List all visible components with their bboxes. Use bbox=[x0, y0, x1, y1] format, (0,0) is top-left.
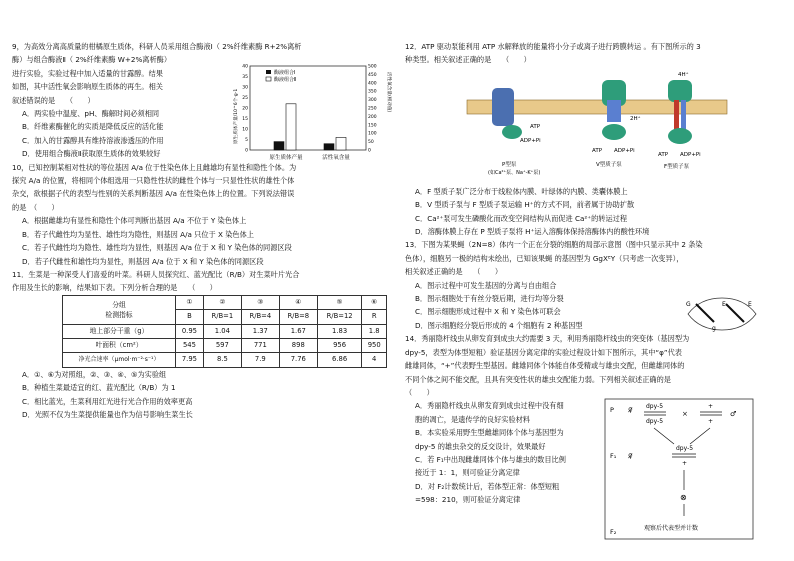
table-group: R bbox=[362, 310, 387, 324]
y-tick-left: 5 bbox=[245, 138, 248, 143]
q9-line: 进行实验，实验过程中加入适量的甘露醇。结果 bbox=[12, 68, 163, 78]
q9-option-a: A．两实验中温度、pH、酶解时间必须相同 bbox=[22, 109, 160, 119]
q14-option-a-cont: 胞的凋亡，是遗传学的良好实验材料 bbox=[415, 414, 531, 424]
table-num: ④ bbox=[279, 295, 317, 309]
question-10 bbox=[12, 161, 392, 268]
q13-cell-figure bbox=[682, 294, 762, 334]
male-genotype-top: + bbox=[708, 403, 714, 410]
q10-line: 杂交，欲根据子代的表型与性别的关系判断基因 A/a 在性染色体上的位置。下列说法错误 bbox=[12, 189, 295, 199]
table-num: ② bbox=[203, 295, 241, 309]
f1-genotype-top: dpy-5 bbox=[676, 445, 694, 452]
f-pump-label: F型质子泵 bbox=[664, 164, 690, 170]
male-genotype-bottom: + bbox=[708, 418, 714, 425]
q10-option-b: B．若子代雌性均为显性、雄性均为隐性，则基因 A/a 只位于 X 染色体上 bbox=[22, 229, 254, 239]
y-tick-right: 200 bbox=[368, 114, 377, 120]
p-atp-label: ATP bbox=[530, 124, 541, 130]
male-icon: ♂ bbox=[730, 410, 737, 418]
legend-label-1: 酶液组合Ⅰ bbox=[274, 70, 296, 76]
q9-option-b: B．纤维素酶催化的实质是降低反应的活化能 bbox=[22, 122, 164, 132]
y-tick-right: 50 bbox=[368, 140, 374, 146]
table-num: ③ bbox=[241, 295, 279, 309]
q14-line: 14．秀丽隐杆线虫从卵发育到成虫大约需要 3 天，利用秀丽隐杆线虫的突变体（基因型为 bbox=[405, 334, 690, 344]
p-pump-label: P型泵 bbox=[502, 162, 517, 168]
hermaphrodite-icon: ♀̸ bbox=[628, 452, 633, 460]
v-pump-label: V型质子泵 bbox=[596, 162, 622, 168]
q13-line: 13．下图为某果蝇（2N=8）体内一个正在分裂的细胞的局部示意图（图中只显示其中 2 条染 bbox=[405, 240, 703, 250]
y-axis-label-left: 原生质体产量/10^6个·g-1 bbox=[234, 88, 239, 144]
f2-label: F₂ bbox=[610, 528, 617, 536]
q9-line: 如图，其中活性氧会影响原生质体的再生。相关 bbox=[12, 82, 163, 92]
x-category-label: 活性氧含量 bbox=[322, 155, 350, 161]
y-tick-left: 25 bbox=[242, 96, 248, 101]
f1-genotype-bottom: + bbox=[682, 460, 688, 467]
table-row: 净光合速率（μmol·m⁻²·s⁻¹） 7.95 8.5 7.9 7.76 6.86 4 bbox=[63, 353, 387, 367]
table-group: B bbox=[176, 310, 204, 324]
q9-option-c: C．加入的甘露醇具有维持溶液渗透压的作用 bbox=[22, 135, 164, 145]
q9-line: 9，为高效分离高质量的柑橘原生质体，科研人员采用组合酶液Ⅰ（ 2%纤维素酶 R+2%离析 bbox=[12, 42, 302, 51]
q13-option-c: C．图示细胞形成过程中 X 和 Y 染色体可联会 bbox=[415, 307, 561, 317]
v-adp-label: ADP+Pi bbox=[614, 148, 635, 154]
q10-line: 探究 A/a 的位置，将相同个体组选用一只隐性性状的雌性个体与一只显性性状的雄性个体 bbox=[12, 176, 295, 186]
y-tick-right: 250 bbox=[368, 106, 377, 112]
gene-label: E bbox=[748, 301, 752, 308]
y-tick-right: 450 bbox=[368, 72, 377, 78]
q14-option-d-cont: =598：210，则可验证分离定律 bbox=[415, 495, 521, 505]
y-tick-right: 150 bbox=[368, 123, 377, 129]
table-num: ⑤ bbox=[317, 295, 362, 309]
table-header-cell: 分组 检测指标 bbox=[63, 295, 176, 324]
y-tick-right: 100 bbox=[368, 131, 377, 137]
selfing-icon: ⊗ bbox=[680, 493, 687, 502]
q12-option-a: A．F 型质子泵广泛分布于线粒体内膜、叶绿体的内膜、类囊体膜上 bbox=[415, 186, 628, 196]
q9-bar-chart bbox=[232, 64, 392, 164]
legend-swatch-1 bbox=[266, 70, 271, 74]
y-tick-left: 35 bbox=[242, 75, 248, 80]
q13-option-d: D．图示细胞经分裂后形成的 4 个细胞有 2 种基因型 bbox=[415, 320, 583, 330]
x-category-label: 原生质体产量 bbox=[269, 155, 303, 161]
table-group: R/B=1 bbox=[203, 310, 241, 324]
q13-option-a: A．图示过程中可发生基因的分离与自由组合 bbox=[415, 280, 557, 290]
q14-line: 雌雄同体，“+”代表野生型基因。雌雄同体个体能自体受精或与雄虫交配，但雌雄同体的 bbox=[405, 361, 685, 371]
f2-description: 观察后代表型并计数 bbox=[644, 525, 699, 532]
q11-line: 11．生菜是一种深受人们喜爱的叶菜。科研人员探究红、蓝光配比（R/B）对生菜叶片光合 bbox=[12, 269, 300, 279]
table-row: 地上部分干重（g） 0.95 1.04 1.37 1.67 1.83 1.8 bbox=[63, 324, 387, 338]
q10-line: 的是 （ ） bbox=[12, 202, 59, 212]
q10-line: 10，已知控制某相对性状的等位基因 A/a 位于性染色体上且雌雄均有显性和隐性个体。为 bbox=[12, 162, 297, 172]
q9-line: 酶）与组合酶液Ⅱ（ 2%纤维素酶 W+2%离析酶） bbox=[12, 55, 172, 65]
q13-line: 相关叙述正确的是 （ ） bbox=[405, 267, 503, 277]
f1-label: F₁ bbox=[610, 452, 617, 460]
bar-1 bbox=[274, 142, 284, 150]
y-tick-left: 0 bbox=[245, 148, 248, 154]
p-genotype-top: dpy-5 bbox=[646, 403, 664, 410]
chromosome-1 bbox=[696, 304, 714, 322]
p-label: P bbox=[610, 406, 614, 414]
legend-swatch-2 bbox=[266, 77, 271, 81]
q9-option-d: D．使用组合酶液Ⅱ获取原生质体的效果较好 bbox=[22, 149, 161, 159]
q14-option-b: B．本实验采用野生型雌雄同体个体与基因型为 bbox=[415, 428, 564, 438]
y-tick-left: 20 bbox=[242, 106, 248, 112]
q10-option-a: A．根据雌雄均有显性和隐性个体可判断出基因 A/a 不位于 Y 染色体上 bbox=[22, 216, 247, 226]
q10-option-c: C．若子代雌性均为隐性、雄性均为显性，则基因 A/a 位于 X 和 Y 染色体的同源区段 bbox=[22, 243, 292, 253]
bar-2 bbox=[336, 137, 346, 150]
chromosome-2 bbox=[726, 304, 744, 322]
table-num: ① bbox=[176, 295, 204, 309]
q14-option-b-cont: dpy-5 的雄虫杂交的反交设计，效果最好 bbox=[415, 441, 546, 451]
table-group: R/B=4 bbox=[241, 310, 279, 324]
y-tick-right: 350 bbox=[368, 89, 377, 95]
q11-line: 作用及生长的影响，结果如下表。下列分析合理的是 （ ） bbox=[12, 283, 217, 293]
q11-option-c: C．相比蓝光，生菜利用红光进行光合作用的效率更高 bbox=[22, 396, 193, 406]
y-axis-label-right: 活性氧含量(相对值) bbox=[386, 72, 391, 113]
q11-table bbox=[62, 295, 387, 368]
y-tick-right: 500 bbox=[368, 64, 377, 70]
hermaphrodite-icon: ♀̸ bbox=[628, 406, 633, 414]
bar-2 bbox=[286, 104, 296, 150]
q12-line: 12．ATP 驱动泵能利用 ATP 水解释放的能量将小分子或离子进行跨膜转运 。有下图所示的 3 bbox=[405, 42, 701, 51]
q14-cross-figure bbox=[604, 398, 754, 542]
q14-option-c-cont: 接近于 1：1，则可验证分离定律 bbox=[415, 468, 520, 478]
q9-line: 叙述错误的是 （ ） bbox=[12, 95, 95, 105]
q14-option-d: D．对 F₂计数统计后，若体型正常：体型短粗 bbox=[415, 481, 560, 491]
legend-label-2: 酶液组合Ⅱ bbox=[274, 77, 297, 83]
f-atp-label: ATP bbox=[658, 152, 669, 158]
table-group: R/B=8 bbox=[279, 310, 317, 324]
q11-option-d: D．光照不仅为生菜提供能量也作为信号影响生菜生长 bbox=[22, 409, 193, 419]
p-genotype-bottom: dpy-5 bbox=[646, 418, 664, 425]
p-pump-sub: (如Ca²⁺泵、Na⁺-K⁺泵) bbox=[488, 170, 541, 176]
gene-label: E bbox=[722, 301, 726, 308]
q12-option-c: C．Ca²⁺泵可发生磷酸化而改变空间结构从而促进 Ca²⁺的转运过程 bbox=[415, 213, 628, 223]
p-adp-label: ADP+Pi bbox=[520, 138, 541, 144]
q13-option-b: B．图示细胞处于有丝分裂后期，进行均等分裂 bbox=[415, 294, 564, 304]
table-group: R/B=12 bbox=[317, 310, 362, 324]
v-h-label: 2H⁺ bbox=[630, 116, 641, 122]
q12-line: 种类型。相关叙述正确的是 （ ） bbox=[405, 55, 531, 65]
y-tick-right: 400 bbox=[368, 81, 377, 87]
q14-option-c: C．若 F₁中出现雌雄同体个体与雄虫的数目比例 bbox=[415, 454, 566, 464]
f-adp-label: ADP+Pi bbox=[680, 152, 701, 158]
q12-option-d: D．溶酶体膜上存在 P 型质子泵将 H⁺运入溶酶体保持溶酶体内的酸性环境 bbox=[415, 227, 650, 237]
q14-line: 不同个体之间不能交配，且具有突变性状的雄虫交配能力弱。下列相关叙述正确的是 bbox=[405, 374, 671, 384]
q14-line: dpy-5，表型为体型短粗）验证基因分离定律的实验过程设计如下图所示，其中“φ”代表 bbox=[405, 347, 682, 357]
y-tick-left: 40 bbox=[242, 64, 248, 70]
v-atp-label: ATP bbox=[592, 148, 603, 154]
q10-option-d: D．若子代雌性和雄性均为显性，则基因 A/a 位于 X 和 Y 染色体的同源区段 bbox=[22, 256, 264, 266]
y-tick-left: 10 bbox=[242, 127, 248, 133]
figure-frame bbox=[605, 399, 753, 539]
q12-pump-figure bbox=[462, 70, 732, 188]
q11-option-a: A．①、⑥为对照组，②、③、④、⑤为实验组 bbox=[22, 369, 167, 379]
y-tick-left: 30 bbox=[242, 85, 248, 91]
q14-option-a: A．秀丽隐杆线虫从卵发育到成虫过程中没有细 bbox=[415, 401, 564, 411]
bar-1 bbox=[324, 144, 334, 150]
q14-line: （ ） bbox=[405, 387, 434, 397]
y-tick-right: 0 bbox=[368, 148, 371, 154]
f-h-label: 4H⁺ bbox=[678, 72, 689, 78]
q13-line: 色体），细胞另一极的结构未绘出，已知该果蝇 的基因型为 GgXᴱY（只考虑一次变异）， bbox=[405, 253, 684, 263]
gene-label: G bbox=[686, 301, 691, 308]
p-pump-icon bbox=[492, 88, 514, 126]
gene-label: g bbox=[712, 325, 716, 332]
question-11 bbox=[12, 268, 392, 421]
cross-symbol: × bbox=[682, 410, 688, 418]
y-tick-right: 300 bbox=[368, 98, 377, 104]
y-tick-left: 15 bbox=[242, 117, 248, 122]
table-num: ⑥ bbox=[362, 295, 387, 309]
q11-option-b: B．种植生菜最适宜的红、蓝光配比（R/B）为 1 bbox=[22, 383, 176, 393]
q12-option-b: B．V 型质子泵与 F 型质子泵运输 H⁺的方式不同，前者属于协助扩散 bbox=[415, 200, 635, 210]
f-pump-icon bbox=[668, 80, 692, 102]
table-row: 叶面积（cm²） 545 597 771 898 956 950 bbox=[63, 338, 387, 352]
